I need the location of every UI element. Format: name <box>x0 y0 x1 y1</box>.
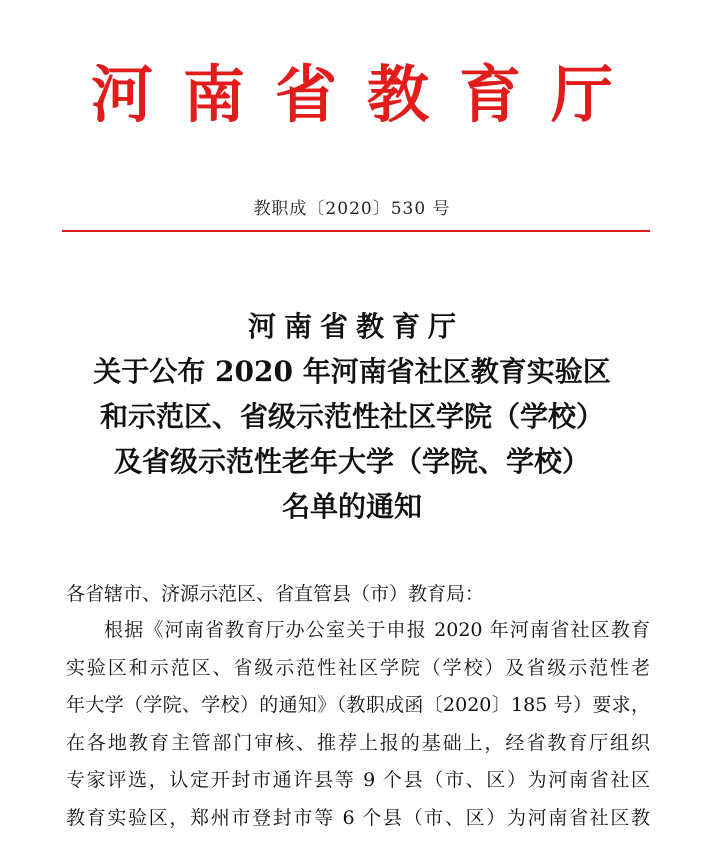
agency-name-header: 河南省教育厅 <box>90 58 643 131</box>
paragraph-line: 年大学（学院、学校）的通知》（教职成函〔2020〕185 号）要求， <box>66 694 650 716</box>
paragraph-line: 教育实验区，郑州市登封市等 6 个县（市、区）为河南省社区教 <box>66 806 650 829</box>
document-number: 教职成〔2020〕530 号 <box>253 199 451 219</box>
notice-title <box>0 304 704 529</box>
title-line: 河南省教育厅 <box>247 310 464 343</box>
paragraph-line: 在各地教育主管部门审核、推荐上报的基础上，经省教育厅组织 <box>66 731 650 754</box>
title-line: 和示范区、省级示范性社区学院（学校） <box>99 400 604 433</box>
salutation: 各省辖市、济源示范区、省直管县（市）教育局： <box>66 583 485 605</box>
title-line: 名单的通知 <box>281 490 422 523</box>
title-line: 关于公布 2020 年河南省社区教育实验区 <box>93 355 611 388</box>
paragraph-line: 根据《河南省教育厅办公室关于申报 2020 年河南省社区教育 <box>104 619 650 641</box>
paragraph-line: 专家评选，认定开封市通许县等 9 个县（市、区）为河南省社区 <box>66 769 650 791</box>
paragraph-line: 实验区和示范区、省级示范性社区学院（学校）及省级示范性老 <box>66 656 650 679</box>
title-line: 及省级示范性老年大学（学院、学校） <box>113 445 590 478</box>
notice-body <box>66 576 650 837</box>
red-divider-line <box>62 230 650 232</box>
